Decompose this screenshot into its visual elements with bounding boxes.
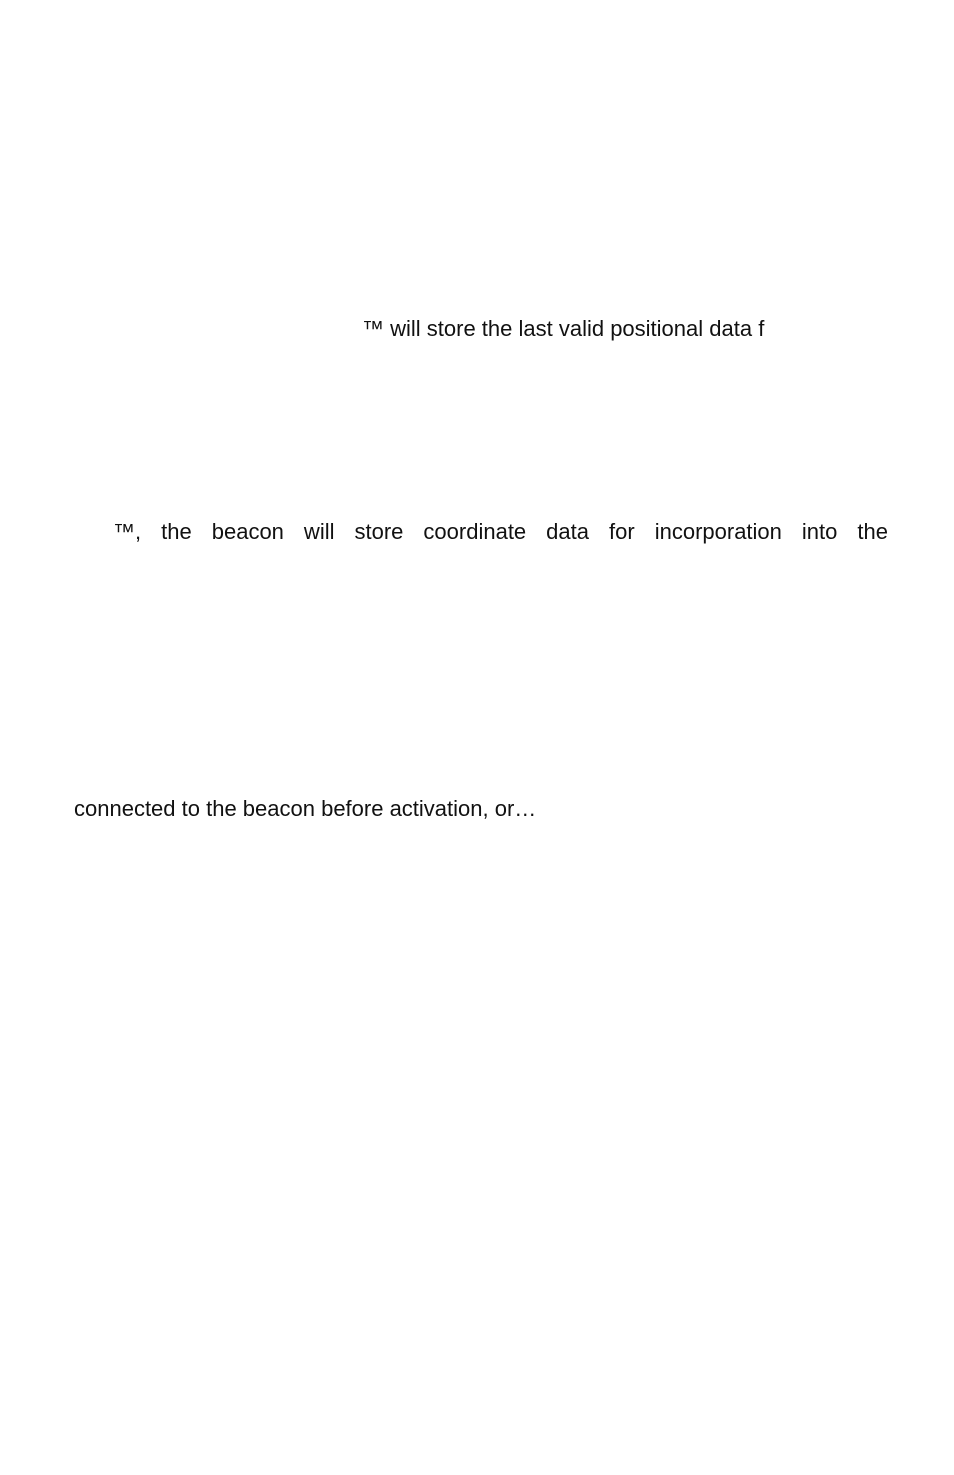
text-fragment-positional-data: ™ will store the last valid positional data f	[362, 316, 765, 341]
text-fragment-activation: connected to the beacon before activation, or…	[74, 796, 537, 821]
text-fragment-coordinate-data: ™, the beacon will store coordinate data for incorporation into the	[113, 519, 888, 544]
